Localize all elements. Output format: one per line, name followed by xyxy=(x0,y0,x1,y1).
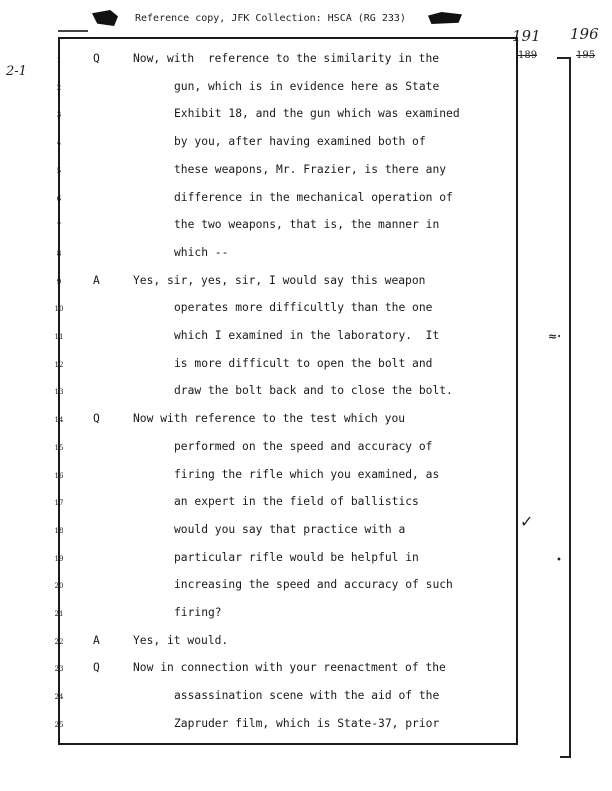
line-number: 8 xyxy=(56,249,62,258)
line-number: 5 xyxy=(56,166,62,175)
margin-note: 2-1 xyxy=(6,64,27,79)
margin-dot: • xyxy=(556,555,562,566)
line-text: the two weapons, that is, the manner in xyxy=(174,218,440,232)
line-text: performed on the speed and accuracy of xyxy=(174,439,433,453)
transcript-line xyxy=(0,107,520,127)
transcript-line xyxy=(0,689,520,709)
transcript-line xyxy=(0,468,520,488)
line-number: 11 xyxy=(54,333,64,341)
transcript-line xyxy=(0,135,520,155)
transcript-line xyxy=(0,634,520,654)
line-text: assassination scene with the aid of the xyxy=(174,689,440,703)
page-number-struck-1: 189 xyxy=(518,50,538,61)
transcript-line xyxy=(0,246,520,266)
transcript-line xyxy=(0,357,520,377)
transcript-line xyxy=(0,163,520,183)
line-number: 9 xyxy=(56,277,62,286)
transcript-line xyxy=(0,191,520,211)
line-text: operates more difficultly than the one xyxy=(174,301,433,315)
line-number: 15 xyxy=(54,443,64,452)
line-text: difference in the mechanical operation of xyxy=(174,190,453,204)
line-text: these weapons, Mr. Frazier, is there any xyxy=(174,162,447,176)
line-text: would you say that practice with a xyxy=(174,522,406,536)
transcript-line xyxy=(0,52,520,72)
line-text: Now, with reference to the similarity in the xyxy=(133,52,440,65)
bracket-line xyxy=(569,57,571,757)
line-text: Yes, it would. xyxy=(133,633,229,647)
transcript-line xyxy=(0,80,520,100)
redaction-smudge-right xyxy=(428,12,462,24)
transcript-line xyxy=(0,523,520,543)
transcript-line xyxy=(0,661,520,681)
line-text: which I examined in the laboratory. It xyxy=(174,329,440,342)
line-text: firing? xyxy=(174,606,222,619)
transcript-line xyxy=(0,412,520,432)
speaker-label: Q xyxy=(93,661,100,675)
transcript-line xyxy=(0,578,520,598)
top-dash-mark xyxy=(58,30,88,32)
line-text: Yes, sir, yes, sir, I would say this weapon xyxy=(133,273,426,287)
line-text: by you, after having examined both of xyxy=(174,135,426,149)
line-number: 12 xyxy=(54,360,64,369)
line-text: an expert in the field of ballistics xyxy=(174,495,419,509)
transcript-line xyxy=(0,301,520,321)
line-text: Zapruder film, which is State-37, prior xyxy=(174,716,440,730)
speaker-label: Q xyxy=(93,52,100,65)
line-number: 10 xyxy=(54,305,64,314)
line-number: 1 xyxy=(56,56,62,64)
line-text: particular rifle would be helpful in xyxy=(174,550,419,564)
line-number: 23 xyxy=(54,665,64,674)
line-number: 13 xyxy=(54,388,64,397)
transcript-line xyxy=(0,440,520,460)
line-text: Now with reference to the test which you xyxy=(133,412,406,426)
line-text: Now in connection with your reenactment of the xyxy=(133,661,446,675)
speaker-label: A xyxy=(93,633,100,647)
check-mark: ✓ xyxy=(520,512,534,531)
line-number: 21 xyxy=(54,610,64,618)
speaker-label: Q xyxy=(93,412,100,426)
transcript-line xyxy=(0,495,520,515)
redaction-smudge-left xyxy=(92,10,118,26)
bracket-bottom xyxy=(560,756,571,758)
line-number: 7 xyxy=(56,222,62,231)
line-number: 20 xyxy=(54,582,64,591)
transcript-line xyxy=(0,551,520,571)
line-text: firing the rifle which you examined, as xyxy=(174,467,440,481)
line-number: 25 xyxy=(54,720,64,729)
transcript-line xyxy=(0,384,520,404)
transcript-line xyxy=(0,274,520,294)
line-number: 14 xyxy=(54,416,64,425)
line-number: 3 xyxy=(56,111,62,120)
line-number: 6 xyxy=(56,194,62,203)
line-text: is more difficult to open the bolt and xyxy=(174,356,433,370)
transcript-line xyxy=(0,606,520,626)
speaker-label: A xyxy=(93,273,100,287)
transcript-line xyxy=(0,717,520,737)
page-number-handwritten-1: 191 xyxy=(512,27,541,45)
line-number: 22 xyxy=(54,637,64,646)
line-number: 16 xyxy=(54,471,64,480)
line-text: which -- xyxy=(174,245,229,259)
transcript-line xyxy=(0,329,520,349)
line-number: 24 xyxy=(54,693,64,702)
line-number: 18 xyxy=(54,526,64,535)
line-text: Exhibit 18, and the gun which was examined xyxy=(174,107,460,121)
page-number-struck-2: 195 xyxy=(576,50,596,61)
line-text: gun, which is in evidence here as State xyxy=(174,79,440,93)
line-text: draw the bolt back and to close the bolt. xyxy=(174,384,453,398)
line-number: 17 xyxy=(54,499,64,508)
line-number: 19 xyxy=(54,554,64,563)
margin-mark: ≈· xyxy=(548,330,562,343)
archive-header: Reference copy, JFK Collection: HSCA (RG 233) xyxy=(135,13,406,24)
line-number: 4 xyxy=(56,139,62,148)
transcript-line xyxy=(0,218,520,238)
page-number-handwritten-2: 196 xyxy=(570,25,599,43)
line-text: increasing the speed and accuracy of such xyxy=(174,578,453,592)
line-number: 2 xyxy=(56,83,62,92)
